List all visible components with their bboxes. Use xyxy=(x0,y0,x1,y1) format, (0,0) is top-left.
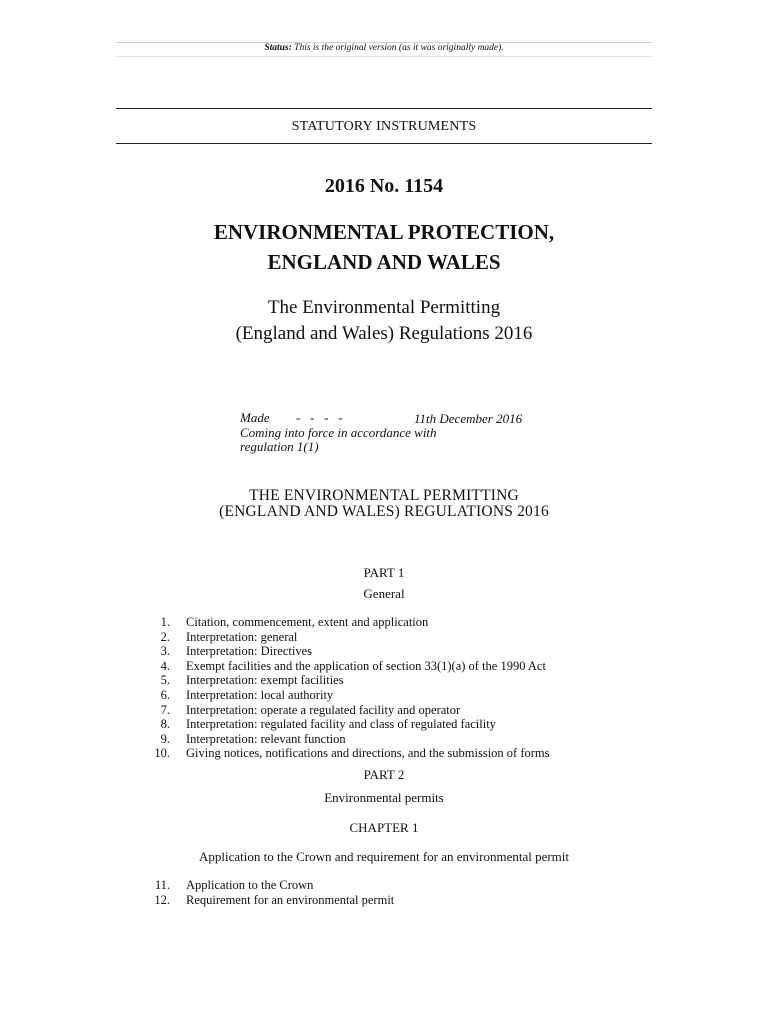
list-item[interactable] xyxy=(0,673,768,688)
part-2-title: Environmental permits xyxy=(324,790,444,805)
chapter-1-heading: CHAPTER 1 xyxy=(349,820,419,835)
made-dashes: - - - - xyxy=(296,410,343,425)
status-text: This is the original version (as it was originally made). xyxy=(294,43,504,53)
item-number: 1. xyxy=(160,615,170,629)
regulations-caps-title xyxy=(0,488,768,520)
subject-line-1: ENVIRONMENTAL PROTECTION, xyxy=(213,220,555,244)
part-1-title: General xyxy=(363,586,405,601)
coming-into-force-line-2: regulation 1(1) xyxy=(240,439,319,454)
subject-line-2: ENGLAND AND WALES xyxy=(267,250,501,274)
item-link[interactable]: Interpretation: operate a regulated facility and operator xyxy=(186,702,461,717)
category-top-rule xyxy=(116,108,652,109)
list-item[interactable] xyxy=(0,746,768,761)
item-link[interactable]: Interpretation: regulated facility and class of regulated facility xyxy=(186,717,496,732)
list-item[interactable] xyxy=(0,659,768,674)
list-item[interactable] xyxy=(0,717,768,732)
title-line-1: The Environmental Permitting xyxy=(267,297,501,318)
item-link[interactable]: Giving notices, notifications and directions, and the submission of forms xyxy=(186,746,550,761)
item-number: 3. xyxy=(160,644,170,659)
list-item[interactable] xyxy=(0,615,768,630)
chapter-1-title: Application to the Crown and requirement for an environmental permit xyxy=(198,849,570,864)
list-item[interactable] xyxy=(0,688,768,703)
part-2-heading: PART 2 xyxy=(363,767,405,782)
item-link[interactable]: Interpretation: general xyxy=(186,629,298,644)
item-link[interactable]: Interpretation: local authority xyxy=(186,688,334,702)
list-item[interactable] xyxy=(0,893,768,908)
coming-into-force-line-1: Coming into force in accordance with xyxy=(240,425,437,440)
item-link[interactable]: Citation, commencement, extent and application xyxy=(186,615,429,629)
item-link[interactable]: Interpretation: relevant function xyxy=(186,731,346,746)
item-link[interactable]: Interpretation: Directives xyxy=(186,644,312,659)
regulations-title xyxy=(0,295,768,347)
list-item[interactable] xyxy=(0,703,768,718)
status-bottom-rule xyxy=(116,56,652,57)
item-number: 5. xyxy=(160,673,170,688)
made-label: Made xyxy=(240,410,270,425)
item-number: 10. xyxy=(154,746,170,761)
caps-title-line-2: (ENGLAND AND WALES) REGULATIONS 2016 xyxy=(219,503,549,520)
item-link[interactable]: Requirement for an environmental permit xyxy=(186,892,395,907)
status-line xyxy=(116,43,652,53)
made-date: 11th December 2016 xyxy=(414,411,523,426)
item-number: 2. xyxy=(160,629,170,644)
list-item[interactable] xyxy=(0,878,768,893)
item-number: 6. xyxy=(160,688,170,702)
document-category: STATUTORY INSTRUMENTS xyxy=(291,119,477,134)
title-line-2: (England and Wales) Regulations 2016 xyxy=(235,323,533,344)
item-number: 9. xyxy=(160,731,170,746)
si-number: 2016 No. 1154 xyxy=(324,175,444,197)
list-item[interactable] xyxy=(0,644,768,659)
subject-heading xyxy=(0,217,768,277)
item-number: 8. xyxy=(160,717,170,732)
item-link[interactable]: Application to the Crown xyxy=(186,878,314,892)
item-number: 4. xyxy=(160,658,170,673)
item-link[interactable]: Interpretation: exempt facilities xyxy=(186,673,344,688)
item-number: 11. xyxy=(154,878,170,892)
list-item[interactable] xyxy=(0,732,768,747)
item-link[interactable]: Exempt facilities and the application of section 33(1)(a) of the 1990 Act xyxy=(186,658,546,673)
item-number: 12. xyxy=(154,892,170,907)
part-1-heading: PART 1 xyxy=(363,565,405,580)
status-label: Status: xyxy=(264,43,292,53)
caps-title-line-1: THE ENVIRONMENTAL PERMITTING xyxy=(249,487,519,504)
item-number: 7. xyxy=(160,702,170,717)
category-bottom-rule xyxy=(116,143,652,144)
list-item[interactable] xyxy=(0,630,768,645)
